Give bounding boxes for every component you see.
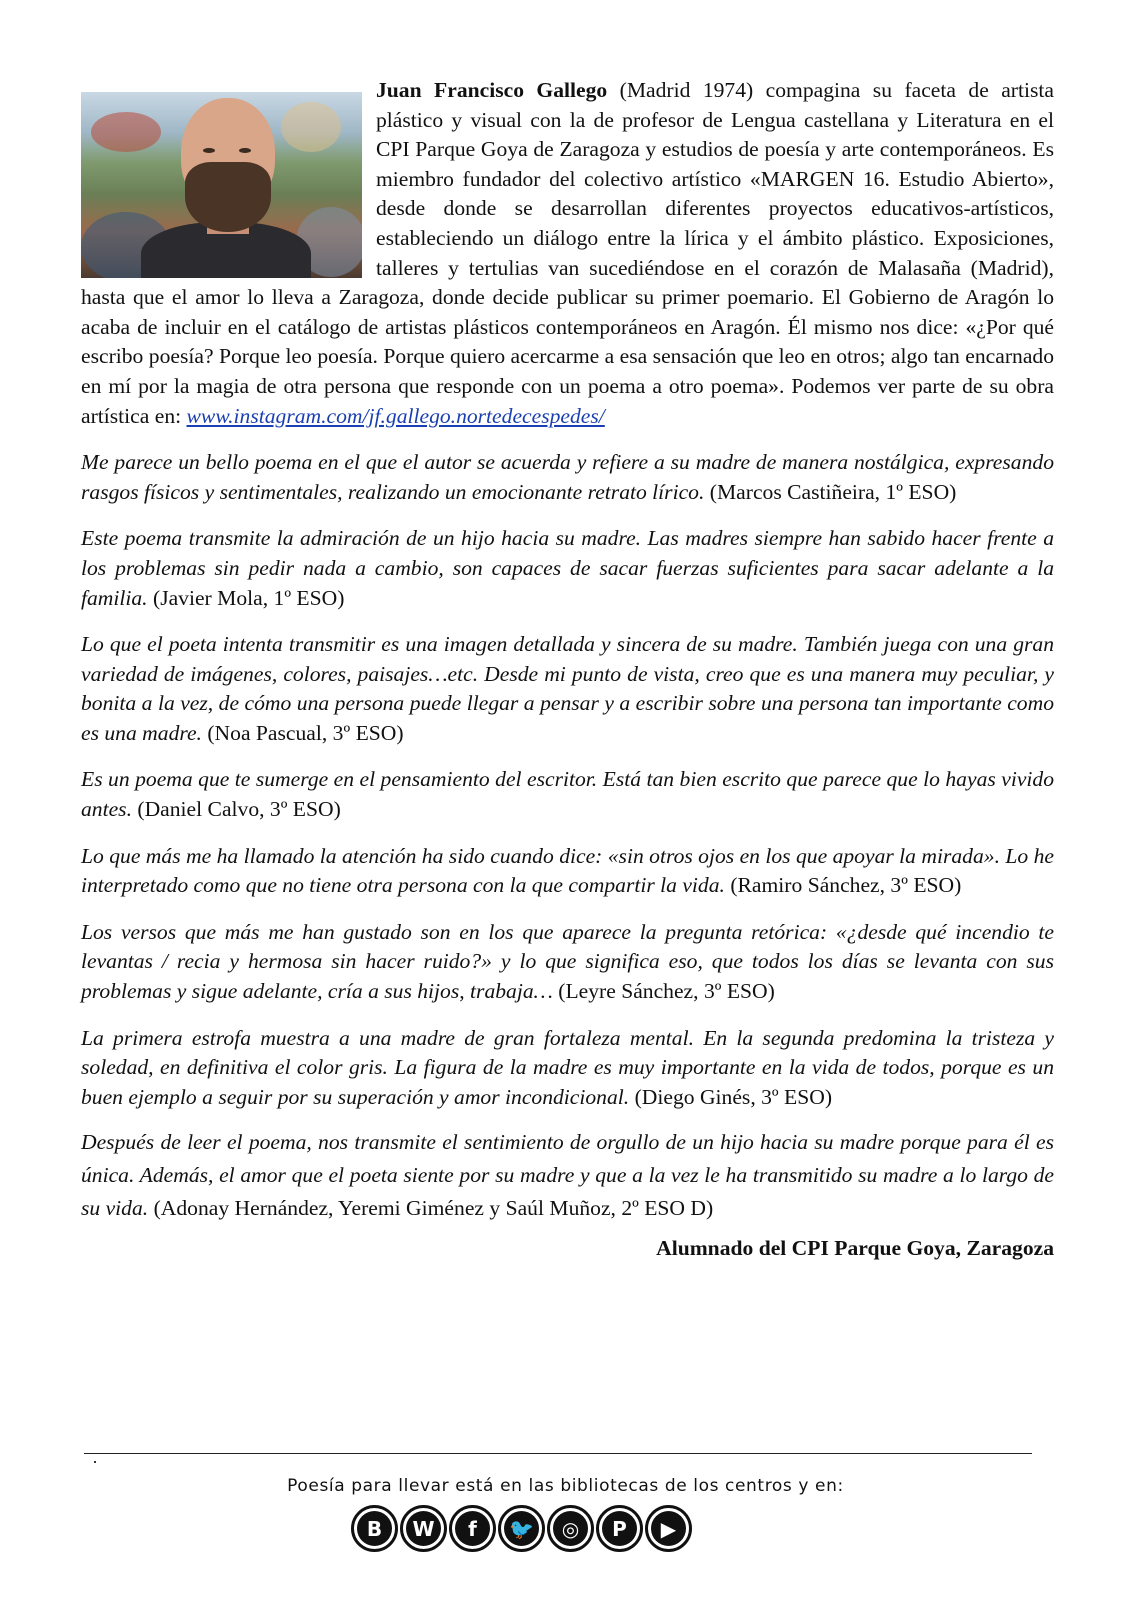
youtube-icon[interactable] (645, 1505, 692, 1552)
pinterest-glyph: P (602, 1511, 637, 1546)
blogger-icon[interactable] (351, 1505, 398, 1552)
main-content (81, 76, 1054, 1264)
wordpress-glyph: W (406, 1511, 441, 1546)
blogger-glyph: B (357, 1511, 392, 1546)
comment-author: (Noa Pascual, 3º ESO) (207, 720, 404, 745)
comment-paragraph (81, 1126, 1054, 1225)
pinterest-icon[interactable] (596, 1505, 643, 1552)
facebook-glyph: f (455, 1511, 490, 1546)
comment-paragraph (81, 524, 1054, 613)
comment-quote: Me parece un bello poema en el que el autor se acuerda y refiere a su madre de manera nostálgica, expresando rasgos físicos y sentimentales, realizando un emocionante retrato lírico. (81, 450, 1054, 504)
comment-paragraph (81, 448, 1054, 507)
twitter-glyph: 🐦 (504, 1511, 539, 1546)
comment-paragraph (81, 1024, 1054, 1113)
facebook-icon[interactable] (449, 1505, 496, 1552)
comment-quote: Lo que el poeta intenta transmitir es una imagen detallada y sincera de su madre. También juega con una gran variedad de imágenes, colores, paisajes…etc. Desde mi punto de vista, creo que es una manera muy peculiar, y bonita a la vez, de cómo una persona puede llegar a pensar y a escribir sobre una persona tan importante como es una madre. (81, 632, 1054, 745)
instagram-link[interactable]: www.instagram.com/jf.gallego.nortedecespedes/ (186, 403, 605, 428)
author-photo (81, 92, 362, 278)
footer-text: Poesía para llevar está en las bibliotecas de los centros y en: (287, 1476, 844, 1496)
divider-dot (94, 1461, 96, 1463)
comment-quote: Lo que más me ha llamado la atención ha sido cuando dice: «sin otros ojos en los que apoyar la mirada». Lo he interpretado como que no tiene otra persona con la que compartir la vida. (81, 843, 1054, 898)
comment-paragraph (81, 765, 1054, 824)
twitter-icon[interactable] (498, 1505, 545, 1552)
comment-author: (Leyre Sánchez, 3º ESO) (558, 979, 775, 1004)
comment-paragraph (81, 630, 1054, 748)
comment-author: (Adonay Hernández, Yeremi Giménez y Saúl Muñoz, 2º ESO D) (153, 1196, 714, 1221)
comment-quote: Después de leer el poema, nos transmite el sentimiento de orgullo de un hijo hacia su madre porque para él es única. Además, el amor que el poeta siente por su madre y que a la vez le ha transmitido su madre a lo largo de su vida. (81, 1130, 1054, 1221)
comment-quote: La primera estrofa muestra a una madre de gran fortaleza mental. En la segunda predomina la tristeza y soledad, en definitiva el color gris. La figura de la madre es muy importante en la vida de todos, porque es un buen ejemplo a seguir por su superación y amor incondicional. (81, 1025, 1054, 1109)
author-bio (81, 76, 1054, 431)
footer-divider (84, 1453, 1032, 1454)
comment-author: (Daniel Calvo, 3º ESO) (137, 797, 341, 822)
comment-author: (Javier Mola, 1º ESO) (153, 585, 345, 610)
comment-author: (Diego Ginés, 3º ESO) (634, 1084, 833, 1109)
youtube-glyph: ▶ (651, 1511, 686, 1546)
comment-paragraph (81, 842, 1054, 901)
instagram-glyph: ◎ (553, 1511, 588, 1546)
comment-quote: Este poema transmite la admiración de un hijo hacia su madre. Las madres siempre han sabido hacer frente a los problemas sin pedir nada a cambio, son capaces de sacar fuerzas suficientes para sacar adelante a la familia. (81, 526, 1054, 610)
instagram-icon[interactable] (547, 1505, 594, 1552)
wordpress-icon[interactable] (400, 1505, 447, 1552)
comment-quote: Los versos que más me han gustado son en los que aparece la pregunta retórica: «¿desde qué incendio te levantas / recia y hermosa sin hacer ruido?» y lo que significa eso, que todos los días se levanta con sus problemas y sigue adelante, cría a sus hijos, trabaja… (81, 919, 1054, 1004)
comment-author: (Ramiro Sánchez, 3º ESO) (730, 873, 962, 898)
comment-author: (Marcos Castiñeira, 1º ESO) (709, 479, 957, 504)
bio-text: (Madrid 1974) compagina su faceta de artista plástico y visual con la de profesor de Lengua castellana y Literatura en el CPI Parque Goya de Zaragoza y estudios de poesía y arte contemporáneos. Es miembro fundador del colectivo artístico «MARGEN 16. Estudio Abierto», desde donde se desarrollan diferentes proyectos educativos-artísticos, estableciendo un diálogo entre la lírica y el ámbito plástico. Exposiciones, talleres y tertulias van sucediéndose en el corazón de Malasaña (Madrid), hasta que el amor lo lleva a Zaragoza, donde decide publicar su primer poemario. El Gobierno de Aragón lo acaba de incluir en el catálogo de artistas plásticos contemporáneos en Aragón. Él mismo nos dice: «¿Por qué escribo poesía? Porque leo poesía. Porque quiero acercarme a esa sensación que leo en otros; algo tan encarnado en mí por la magia de otra persona que responde con un poema a otro poema». Podemos ver parte de su obra artística en: (81, 78, 1054, 428)
comment-paragraph (81, 918, 1054, 1007)
student-comments (81, 448, 1054, 1225)
comment-quote: Es un poema que te sumerge en el pensamiento del escritor. Está tan bien escrito que parece que lo hayas vivido antes. (81, 767, 1054, 822)
social-icons (351, 1505, 694, 1552)
author-name: Juan Francisco Gallego (376, 78, 608, 102)
signature: Alumnado del CPI Parque Goya, Zaragoza (656, 1236, 1054, 1261)
